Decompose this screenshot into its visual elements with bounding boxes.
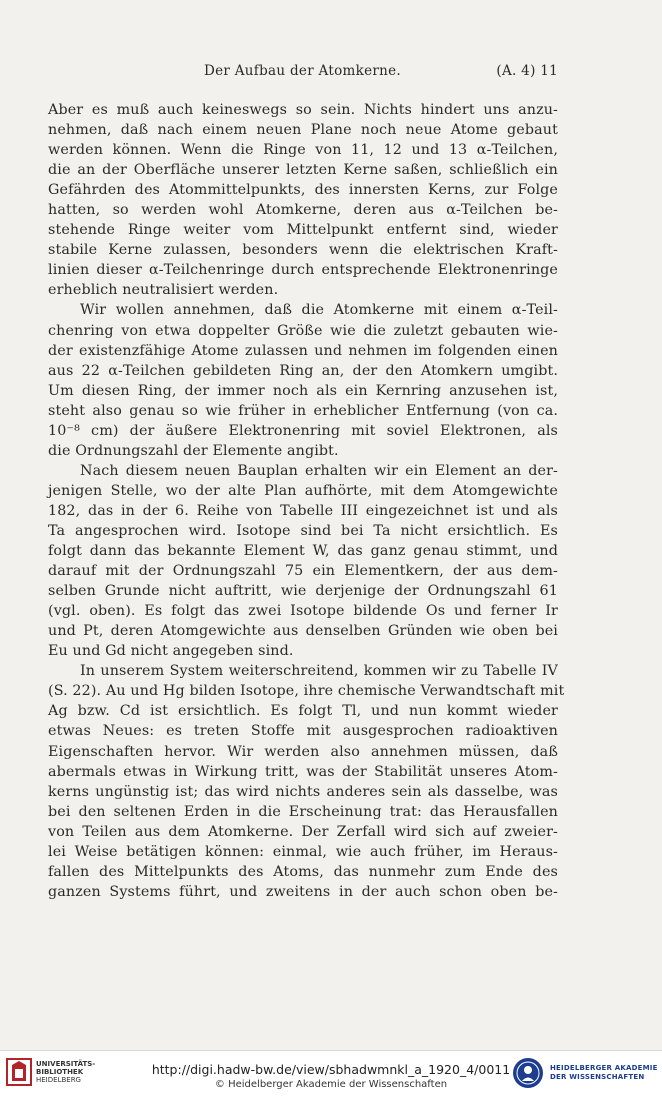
text-line: fallen des Mittelpunkts des Atoms, das nunmehr zum Ende des xyxy=(48,863,558,880)
text-line: Aber es muß auch keineswegs so sein. Nichts hindert uns anzu- xyxy=(48,102,558,118)
header-title: Der Aufbau der Atomkerne. xyxy=(204,63,402,79)
text-line: Eu und Gd nicht angegeben sind. xyxy=(48,643,294,660)
text-line: werden können. Wenn die Ringe von 11, 12 und 13 α-Teilchen, xyxy=(48,142,558,159)
ub-line-3: HEIDELBERG xyxy=(36,1076,81,1084)
text-line: von Teilen aus dem Atomkerne. Der Zerfall wird sich auf zweier- xyxy=(48,823,558,840)
text-line: stehende Ringe weiter vom Mittelpunkt entfernt sind, wieder xyxy=(48,222,558,239)
text-line: Ta angesprochen wird. Isotope sind bei Ta nicht ersichtlich. Es xyxy=(48,522,558,539)
page-number: (A. 4) 11 xyxy=(496,63,558,79)
text-line: und Pt, deren Atomgewichte aus denselben Gründen wie oben bei xyxy=(48,623,558,640)
text-line: 182, das in der 6. Reihe von Tabelle III eingezeichnet ist und als xyxy=(48,502,558,519)
text-line: chenring von etwa doppelter Größe wie die zuletzt gebauten wie- xyxy=(48,322,558,339)
academy-line-1: HEIDELBERGER AKADEMIE xyxy=(550,1064,658,1072)
ub-line-1: UNIVERSITÄTS- xyxy=(36,1060,96,1068)
text-line: Ag bzw. Cd ist ersichtlich. Es folgt Tl, und nun kommt wieder xyxy=(48,703,558,720)
text-line: der existenzfähige Atome zulassen und nehmen im folgenden einen xyxy=(48,342,558,359)
academy-line-2: DER WISSENSCHAFTEN xyxy=(550,1073,645,1081)
text-line: erheblich neutralisiert werden. xyxy=(48,282,279,299)
text-line: stabile Kerne zulassen, besonders wenn die elektrischen Kraft- xyxy=(48,242,558,259)
viewer-footer xyxy=(0,1050,662,1096)
copyright-notice: © Heidelberger Akademie der Wissenschaften xyxy=(214,1079,448,1090)
running-header xyxy=(48,63,558,83)
text-line: (S. 22). Au und Hg bilden Isotope, ihre chemische Verwandtschaft mit xyxy=(48,683,565,700)
body-text xyxy=(48,100,565,902)
text-line: Wir wollen annehmen, daß die Atomkerne mit einem α-Teil- xyxy=(80,302,558,319)
text-line: (vgl. oben). Es folgt das zwei Isotope bildende Os und ferner Ir xyxy=(48,603,558,620)
text-line: Gefährden des Atommittelpunkts, des innersten Kerns, zur Folge xyxy=(48,182,558,199)
text-line: Eigenschaften hervor. Wir werden also annehmen müssen, daß xyxy=(48,743,558,760)
text-line: lei Weise betätigen können: einmal, wie auch früher, im Heraus- xyxy=(48,843,558,860)
text-line: die an der Oberfläche unserer letzten Kerne saßen, schließlich ein xyxy=(48,162,558,179)
academy-label xyxy=(550,1064,658,1082)
text-line: jenigen Stelle, wo der alte Plan aufhörte, mit dem Atomgewichte xyxy=(48,482,558,499)
text-line: aus 22 α-Teilchen gebildeten Ring an, der den Atomkern umgibt. xyxy=(48,362,558,379)
text-line: etwas Neues: es treten Stoffe mit ausgesprochen radioaktiven xyxy=(48,723,558,740)
text-line: abermals etwas in Wirkung tritt, was der Stabilität unseres Atom- xyxy=(48,763,558,780)
text-line: nehmen, daß nach einem neuen Plane noch neue Atome gebaut xyxy=(48,122,558,139)
text-line: steht also genau so wie früher in erheblicher Entfernung (von ca. xyxy=(48,402,558,419)
permalink-url[interactable]: http://digi.hadw-bw.de/view/sbhadwmnkl_a_1920_4/0011 xyxy=(151,1062,511,1077)
text-line: kerns ungünstig ist; das wird nichts anderes sein als dasselbe, was xyxy=(48,783,558,800)
text-line: hatten, so werden wohl Atomkerne, deren aus α-Teilchen be- xyxy=(48,202,558,219)
text-line: selben Grunde nicht auftritt, wie derjenige der Ordnungszahl 61 xyxy=(48,583,558,600)
text-line: folgt dann das bekannte Element W, das ganz genau stimmt, und xyxy=(48,543,558,560)
academy-seal-icon[interactable] xyxy=(512,1057,544,1089)
text-line: ganzen Systems führt, und zweitens in der auch schon oben be- xyxy=(48,883,558,900)
text-line: darauf mit der Ordnungszahl 75 ein Elementkern, der aus dem- xyxy=(48,563,558,580)
text-line: Um diesen Ring, der immer noch als ein Kernring anzusehen ist, xyxy=(48,382,558,399)
text-line: bei den seltenen Erden in die Erscheinung trat: das Herausfallen xyxy=(48,803,558,820)
text-line: Nach diesem neuen Bauplan erhalten wir ein Element an der- xyxy=(80,462,558,479)
text-line: linien dieser α-Teilchenringe durch entsprechende Elektronenringe xyxy=(48,262,558,279)
text-line: die Ordnungszahl der Elemente angibt. xyxy=(48,442,339,459)
text-line: In unserem System weiterschreitend, kommen wir zu Tabelle IV xyxy=(80,663,558,680)
text-line: 10⁻⁸ cm) der äußere Elektronenring mit soviel Elektronen, als xyxy=(48,422,558,439)
ub-line-2: BIBLIOTHEK xyxy=(36,1068,84,1076)
